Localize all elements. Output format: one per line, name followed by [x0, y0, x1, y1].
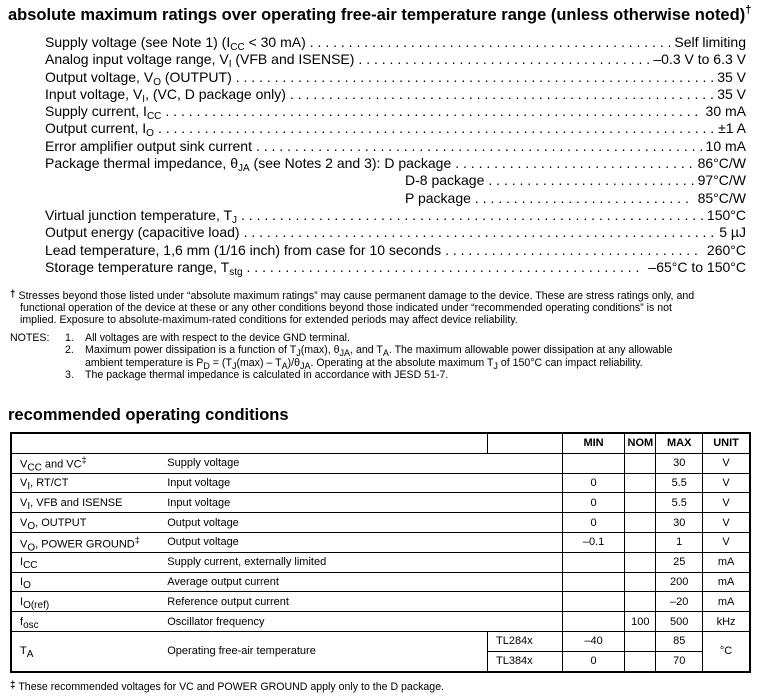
rating-value: Self limiting	[674, 34, 746, 50]
rating-value: 86°C/W	[697, 155, 746, 172]
rating-row: Output energy (capacitive load) . . . 5 µJ	[45, 224, 746, 241]
col-unit: UNIT	[703, 433, 750, 453]
thermal-row	[45, 190, 746, 207]
rating-row: Supply current, $I_{CC}$ . . . 30 mA	[45, 103, 746, 120]
rating-value: 260°C	[706, 241, 746, 258]
abs-max-title	[8, 4, 758, 25]
rating-row: Analog input voltage range, $V_I$ (VFB and ISENSE) . . . –0.3 V to 6.3 V	[45, 51, 746, 68]
table-row: $T_A$ Operating free-air temperature TL284x –40 85 °C	[11, 631, 750, 651]
table-row: $V_O$, OUTPUT Output voltage 0 30 V	[11, 513, 750, 533]
stress-footnote: † Stresses beyond those listed under “absolute maximum ratings” may cause permanent damage to the device. These are stress ratings only, and functional operation of the device at these or any other conditions beyond those indicated under “recommended operating conditions” is not implied. Exposure to absolute-maximum-rated conditions for extended periods may affect device reliability.	[10, 289, 695, 327]
table-row: TL384x 0 70	[11, 651, 750, 671]
abs-max-ratings-list	[45, 34, 746, 276]
table-row: $I_{CC}$ Supply current, externally limited 25 mA	[11, 552, 750, 572]
rating-value: 10 mA	[705, 137, 746, 154]
roc-title: recommended operating conditions	[8, 406, 289, 424]
rating-row: Input voltage, $V_I$, (VC, D package only) . . . 35 V	[45, 86, 746, 103]
rating-value: 150°C	[706, 206, 746, 223]
roc-footnote: ‡ These recommended voltages for VC and POWER GROUND apply only to the D package.	[10, 680, 445, 693]
dagger-mark: †	[745, 4, 752, 16]
table-row: $f_{osc}$ Oscillator frequency 100 500 kHz	[11, 612, 750, 632]
package-name: P package	[405, 189, 471, 206]
rating-value: 5 µJ	[719, 224, 746, 241]
col-nom: NOM	[625, 433, 656, 453]
rating-row: Storage temperature range, $T_{stg}$ . . . –65°C to 150°C	[45, 259, 746, 276]
rating-row: Output voltage, $V_O$ (OUTPUT) . . . 35 V	[45, 69, 746, 86]
rating-value: –0.3 V to 6.3 V	[653, 51, 746, 68]
thermal-row	[45, 172, 746, 189]
rating-row: Error amplifier output sink current . . . 10 mA	[45, 138, 746, 155]
device-name: TL284x	[487, 631, 562, 651]
roc-table	[10, 432, 751, 673]
table-row: $V_O$, POWER GROUND‡ Output voltage –0.1 1 V	[11, 532, 750, 552]
rating-row: Supply voltage (see Note 1) ($I_{CC} < 30$ mA) . . . Self limiting	[45, 34, 746, 51]
package-name: D package	[384, 155, 452, 172]
col-min: MIN	[562, 433, 625, 453]
rating-value: 35 V	[717, 85, 746, 102]
thermal-row: Package thermal impedance, $\theta_{JA}$ (see Notes 2 and 3): D package . . . 86°C/W	[45, 155, 746, 172]
rating-row: Output current, $I_O$ . . . ±1 A	[45, 120, 746, 137]
table-row: $V_{CC}$ and VC‡ Supply voltage 30 V	[11, 453, 750, 473]
abs-max-title-text: absolute maximum ratings over operating free-air temperature range (unless otherwise noted)	[8, 6, 746, 24]
table-row: $I_{O(ref)}$ Reference output current –20 mA	[11, 592, 750, 612]
device-name: TL384x	[487, 651, 562, 671]
rating-value: 97°C/W	[697, 172, 746, 189]
rating-value: ±1 A	[718, 120, 746, 137]
rating-row: Virtual junction temperature, $T_J$ . . . 150°C	[45, 207, 746, 224]
rating-value: 85°C/W	[697, 189, 746, 206]
table-row: $V_I$, VFB and ISENSE Input voltage 0 5.5 V	[11, 493, 750, 513]
table-header-row	[11, 433, 750, 453]
rating-value: –65°C to 150°C	[648, 258, 746, 275]
col-max: MAX	[656, 433, 703, 453]
notes-block: NOTES: 1. All voltages are with respect to the device GND terminal. 2. Maximum power dissipation is a function of $T_J(\max)$, $\theta_{JA}$, and $T_A$. The maximum allowable power dissipation at any allowable ambient temperature is $P_D = (T_J(\max) - T_A)/\theta_{JA}$. Operating at the absolute maximum $T_J$ of 150°C can impact reliability. 3. The package thermal impedance is calculated in accordance with JESD 51-7.	[10, 332, 673, 382]
package-name: D-8 package	[405, 172, 485, 189]
rating-row: Lead temperature, 1,6 mm (1/16 inch) from case for 10 seconds . . . 260°C	[45, 242, 746, 259]
rating-value: 30 mA	[705, 103, 746, 120]
table-row: $V_I$, RT/CT Input voltage 0 5.5 V	[11, 473, 750, 493]
table-row: $I_O$ Average output current 200 mA	[11, 572, 750, 592]
rating-value: 35 V	[717, 68, 746, 85]
